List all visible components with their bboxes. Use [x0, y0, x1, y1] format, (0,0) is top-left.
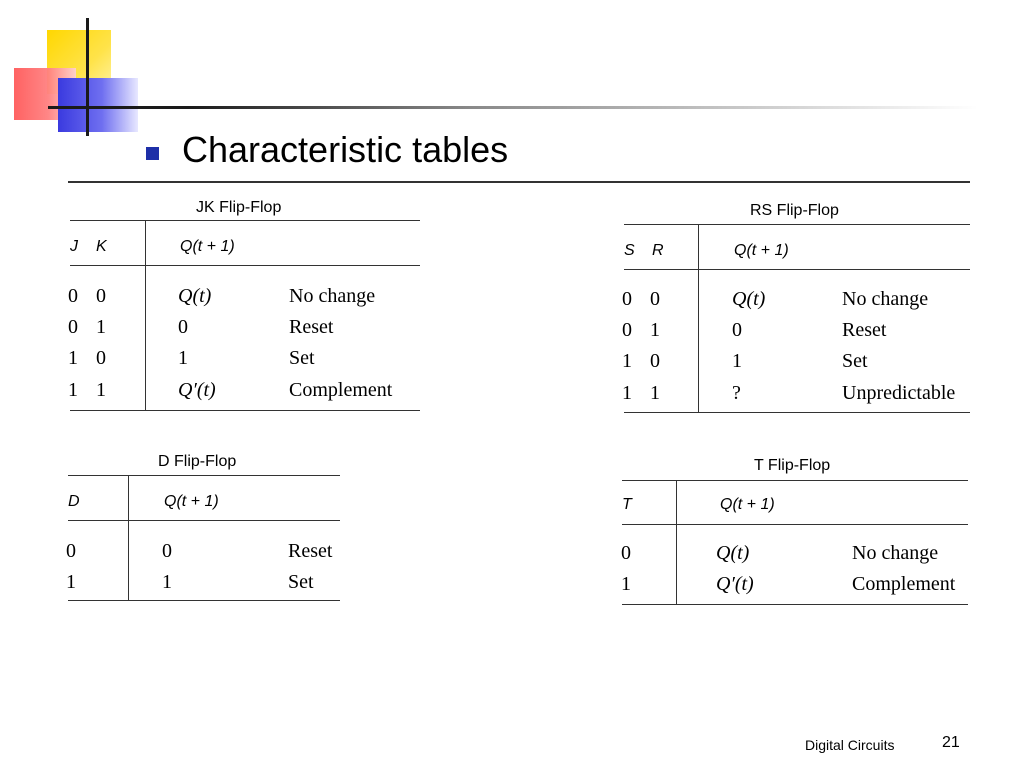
jk-r0-b: 0 — [96, 285, 106, 307]
d-rule-top — [68, 475, 340, 476]
t-r0-desc: No change — [852, 542, 939, 564]
d-caption: D Flip-Flop — [158, 453, 237, 470]
footer-text: Digital Circuits — [805, 737, 895, 753]
d-r0-desc: Reset — [288, 540, 333, 562]
rs-r3-b: 1 — [650, 382, 660, 404]
d-r0-next: 0 — [162, 540, 172, 562]
jk-header-next: Q(t + 1) — [180, 238, 235, 255]
t-header-next: Q(t + 1) — [720, 496, 775, 513]
t-caption: T Flip-Flop — [754, 457, 831, 474]
rs-col-divider — [698, 224, 699, 412]
rs-header-a: S — [624, 242, 635, 259]
jk-r1-b: 1 — [96, 316, 106, 338]
d-rule-bottom — [68, 600, 340, 601]
d-col-divider — [128, 475, 129, 600]
jk-r0-a: 0 — [68, 285, 78, 307]
jk-r0-next: Q(t) — [178, 285, 212, 307]
t-col-divider — [676, 480, 677, 604]
top-rule — [68, 181, 970, 183]
rs-rule-top — [624, 224, 970, 225]
t-rule-bottom — [622, 604, 968, 605]
logo-vertical-line — [86, 18, 89, 136]
rs-r2-next: 1 — [732, 350, 742, 372]
d-header-a: D — [68, 493, 80, 510]
rs-r0-next: Q(t) — [732, 288, 766, 310]
jk-r1-a: 0 — [68, 316, 78, 338]
rs-r0-a: 0 — [622, 288, 632, 310]
title-underline — [48, 106, 978, 109]
jk-header-a: J — [70, 238, 78, 255]
jk-rule-top — [70, 220, 420, 221]
page-number: 21 — [942, 734, 960, 751]
rs-r3-a: 1 — [622, 382, 632, 404]
jk-caption: JK Flip-Flop — [196, 199, 282, 216]
jk-r0-desc: No change — [289, 285, 376, 307]
jk-r2-next: 1 — [178, 347, 188, 369]
rs-r1-a: 0 — [622, 319, 632, 341]
t-r0-a: 0 — [621, 542, 631, 564]
d-rule-mid — [68, 520, 340, 521]
rs-r0-desc: No change — [842, 288, 929, 310]
rs-header-b: R — [652, 242, 664, 259]
t-rule-top — [622, 480, 968, 481]
jk-r3-desc: Complement — [289, 379, 393, 401]
t-header-a: T — [622, 496, 632, 513]
jk-r3-next: Q′(t) — [178, 379, 216, 401]
jk-header-b: K — [96, 238, 107, 255]
rs-r1-desc: Reset — [842, 319, 887, 341]
jk-r1-next: 0 — [178, 316, 188, 338]
jk-r2-b: 0 — [96, 347, 106, 369]
d-r1-desc: Set — [288, 571, 314, 593]
t-r1-next: Q′(t) — [716, 573, 754, 595]
rs-r2-desc: Set — [842, 350, 868, 372]
rs-rule-bottom — [624, 412, 970, 413]
t-r0-next: Q(t) — [716, 542, 750, 564]
jk-r3-a: 1 — [68, 379, 78, 401]
rs-r1-b: 1 — [650, 319, 660, 341]
rs-r2-a: 1 — [622, 350, 632, 372]
jk-r2-desc: Set — [289, 347, 315, 369]
t-r1-a: 1 — [621, 573, 631, 595]
rs-r1-next: 0 — [732, 319, 742, 341]
jk-rule-bottom — [70, 410, 420, 411]
d-r1-next: 1 — [162, 571, 172, 593]
rs-r3-desc: Unpredictable — [842, 382, 956, 404]
d-r1-a: 1 — [66, 571, 76, 593]
rs-header-next: Q(t + 1) — [734, 242, 789, 259]
jk-col-divider — [145, 220, 146, 410]
jk-r3-b: 1 — [96, 379, 106, 401]
jk-r2-a: 1 — [68, 347, 78, 369]
jk-rule-mid — [70, 265, 420, 266]
jk-r1-desc: Reset — [289, 316, 334, 338]
rs-rule-mid — [624, 269, 970, 270]
t-r1-desc: Complement — [852, 573, 956, 595]
rs-r2-b: 0 — [650, 350, 660, 372]
rs-r3-next: ? — [732, 382, 741, 404]
d-r0-a: 0 — [66, 540, 76, 562]
t-rule-mid — [622, 524, 968, 525]
bullet-icon — [146, 147, 159, 160]
rs-r0-b: 0 — [650, 288, 660, 310]
rs-caption: RS Flip-Flop — [750, 202, 839, 219]
logo-blue-square — [58, 78, 138, 132]
d-header-next: Q(t + 1) — [164, 493, 219, 510]
slide-title: Characteristic tables — [182, 129, 509, 170]
